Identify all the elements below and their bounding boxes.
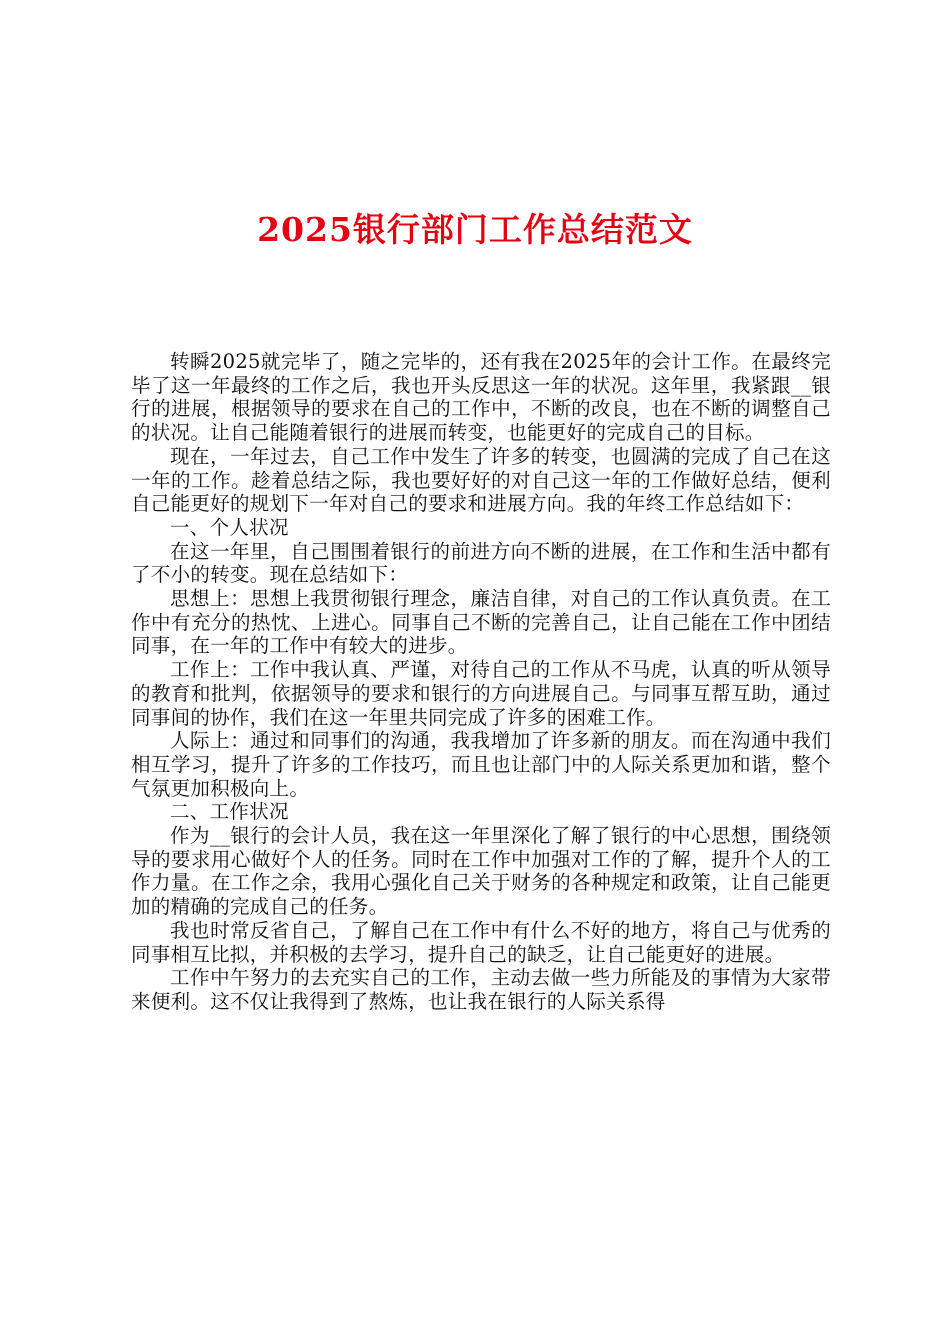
paragraph-effort: 工作中午努力的去充实自己的工作，主动去做一些力所能及的事情为大家带来便利。这不仅让我得到了熬炼，也让我在银行的人际关系得 bbox=[131, 966, 831, 1013]
paragraph-thought: 思想上：思想上我贯彻银行理念，廉洁自律，对自己的工作认真负责。在工作中有充分的热忱、上进心。同事自己不断的完善自己，让自己能在工作中团结同事，在一年的工作中有较大的进步。 bbox=[131, 587, 831, 658]
paragraph-intro: 转瞬2025就完毕了，随之完毕的，还有我在2025年的会计工作。在最终完毕了这一年最终的工作之后，我也开头反思这一年的状况。这年里，我紧跟__银行的进展，根据领导的要求在自己的工作中，不断的改良，也在不断的调整自己的状况。让自己能随着银行的进展而转变，也能更好的完成自己的目标。 bbox=[131, 350, 831, 445]
paragraph-work-attitude: 工作上：工作中我认真、严谨，对待自己的工作从不马虎，认真的听从领导的教育和批判，依据领导的要求和银行的方向进展自己。与同事互帮互助，通过同事间的协作，我们在这一年里共同完成了许多的困难工作。 bbox=[131, 658, 831, 729]
section-heading-work: 二、工作状况 bbox=[170, 800, 289, 824]
document-title: 2025银行部门工作总结范文 bbox=[257, 210, 693, 249]
document-body bbox=[131, 350, 831, 1014]
paragraph-self-reflection: 我也时常反省自己，了解自己在工作中有什么不好的地方，将自己与优秀的同事相互比拟，并积极的去学习，提升自己的缺乏，让自己能更好的进展。 bbox=[131, 918, 831, 966]
paragraph-accounting-role: 作为__银行的会计人员，我在这一年里深化了解了银行的中心思想，围绕领导的要求用心做好个人的任务。同时在工作中加强对工作的了解，提升个人的工作力量。在工作之余，我用心强化自己关于财务的各种规定和政策，让自己能更加的精确的完成自己的任务。 bbox=[131, 824, 831, 919]
paragraph-summary-intro: 现在，一年过去，自己工作中发生了许多的转变，也圆满的完成了自己在这一年的工作。趁着总结之际，我也要好好的对自己这一年的工作做好总结，便利自己能更好的规划下一年对自己的要求和进展方向。我的年终工作总结如下： bbox=[131, 444, 831, 516]
paragraph-personal-intro: 在这一年里，自己围围着银行的前进方向不断的进展，在工作和生活中都有了不小的转变。现在总结如下： bbox=[131, 539, 831, 587]
paragraph-interpersonal: 人际上：通过和同事们的沟通，我我增加了许多新的朋友。而在沟通中我们相互学习，提升了许多的工作技巧，而且也让部门中的人际关系更加和谐，整个气氛更加积极向上。 bbox=[131, 729, 831, 800]
section-heading-personal: 一、个人状况 bbox=[170, 515, 289, 539]
